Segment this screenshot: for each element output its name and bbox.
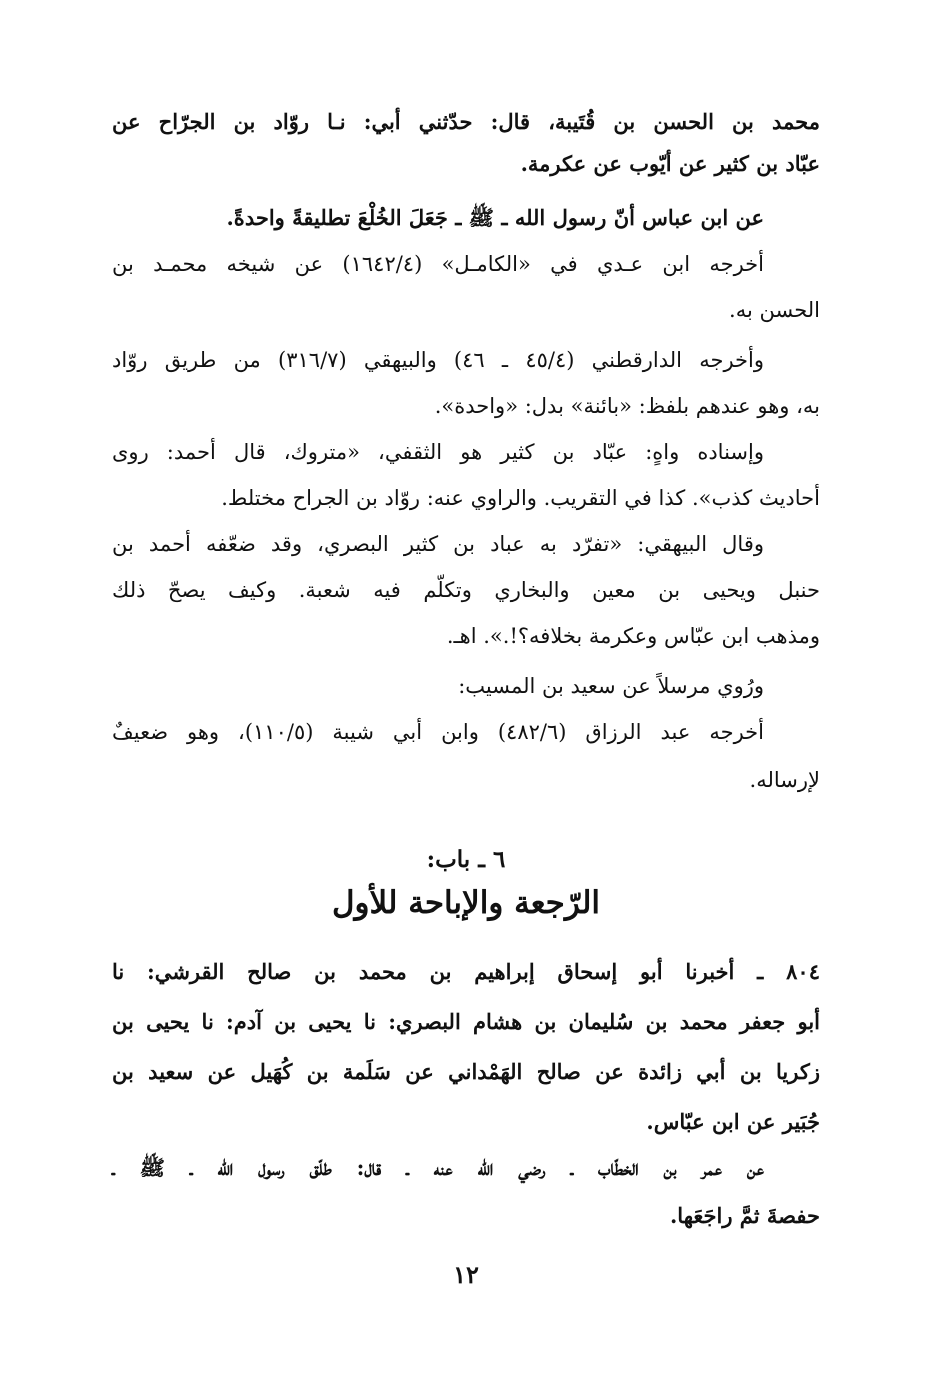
page-number: ١٢ [453, 1260, 479, 1289]
mursal-line: لإرساله. [749, 768, 820, 792]
mursal-line: أخرجه عبد الرزاق (٤٨٢/٦) وابن أبي شيبة (١١٠/٥)، وهو ضعيفٌ [112, 720, 764, 744]
isnad-line: ٨٠٤ ـ أخبرنا أبو إسحاق إبراهيم بن محمد بن صالح القرشي: نا [112, 959, 820, 984]
chapter-number: ٦ ـ باب: [426, 846, 506, 873]
isnad-line: زكريا بن أبي زائدة عن صالح الهَمْداني عن سَلَمة بن كُهَيل عن سعيد بن [112, 1059, 820, 1084]
isnad-line: أبو جعفر محمد بن سُليمان بن هشام البصري: نا يحيى بن آدم: نا يحيى بن [112, 1009, 820, 1034]
quote-line: ومذهب ابن عبّاس وعكرمة بخلافه؟!.». اهـ. [446, 624, 820, 648]
hadith-matn: عن عمر بن الخطّاب ـ رضي الله عنه ـ قال: طلّق رسول الله ـ ﷺ ـ [112, 1155, 764, 1180]
isnad-line: محمد بن الحسن بن قُتَيبة، قال: حدّثني أبي: نـا روّاد بن الجرّاح عن [112, 109, 820, 134]
quote-line: وقال البيهقي: «تفرّد به عباد بن كثير البصري، وقد ضعّفه أحمد بن [112, 532, 764, 556]
grading-line: أحاديث كذب». كذا في التقريب. والراوي عنه: روّاد بن الجراح مختلط. [221, 486, 820, 510]
isnad-line: جُبَير عن ابن عبّاس. [646, 1109, 820, 1134]
hadith-matn: عن ابن عباس أنّ رسول الله ـ ﷺ ـ جَعَلَ الخُلْعَ تطليقةً واحدةً. [226, 205, 764, 230]
grading-line: وإسناده واهٍ: عبّاد بن كثير هو الثقفي، «متروك، قال أحمد: روى [112, 440, 764, 464]
quote-line: حنبل ويحيى بن معين والبخاري وتكلّم فيه شعبة. وكيف يصحّ ذلك [112, 578, 820, 602]
takhrij-line: وأخرجه الدارقطني (٤٥/٤ ـ ٤٦) والبيهقي (٣١٦/٧) من طريق روّاد [112, 348, 764, 372]
hadith-matn: حفصةَ ثمَّ راجَعَها. [670, 1203, 820, 1228]
mursal-line: ورُوي مرسلاً عن سعيد بن المسيب: [458, 674, 764, 698]
takhrij-line: الحسن به. [729, 298, 820, 322]
takhrij-line: به، وهو عندهم بلفظ: «بائنة» بدل: «واحدة». [434, 394, 820, 418]
takhrij-line: أخرجه ابن عـدي في «الكامـل» (١٦٤٢/٤) عن شيخه محمـد بن [112, 252, 765, 276]
isnad-line: عبّاد بن كثير عن أيّوب عن عكرمة. [520, 151, 820, 176]
chapter-title: الرّجعة والإباحة للأول [331, 885, 601, 921]
